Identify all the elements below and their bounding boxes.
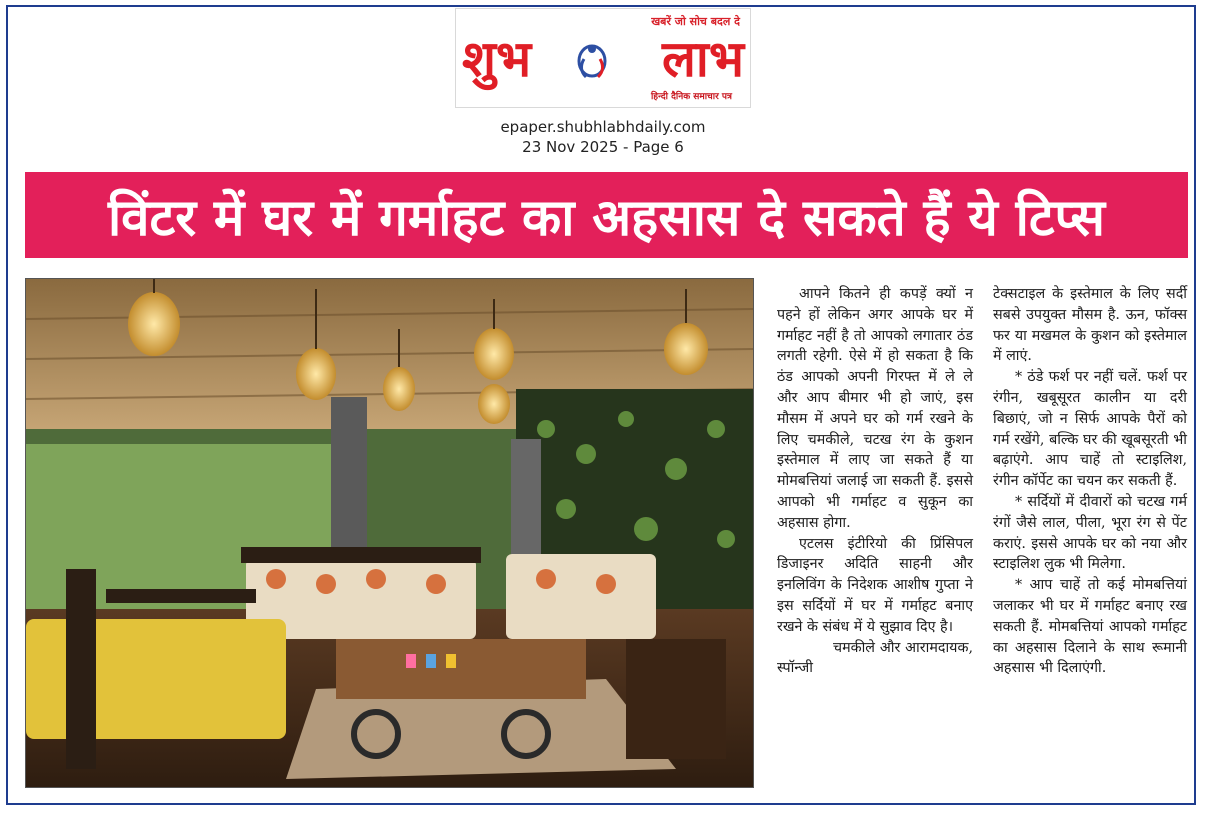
source-date: 23 Nov 2025 - Page 6 [522,138,684,156]
masthead-name-right: लाभ [662,30,744,88]
article-paragraph: एटलस इंटीरियो की प्रिंसिपल डिजाइनर अदिति साहनी और इनलिविंग के निदेशक आशीष गुप्ता ने इस सर्दियों में घर में गर्माहट बनाए रखने के संबंध में ये सुझाव दिए है। [777,535,973,635]
headline-band [25,172,1188,258]
article-paragraph: टेक्सटाइल के इस्तेमाल के लिए सर्दी सबसे उपयुक्त मौसम है. ऊन, फॉक्स फर या मखमल के कुशन को इस्तेमाल में लाएं. [993,286,1187,365]
article-column-2 [993,284,1187,679]
living-room-photo [25,278,754,788]
masthead-subtitle: हिन्दी दैनिक समाचार पत्र [650,92,732,102]
photo-illustration [26,279,753,787]
ganesha-icon [572,39,612,83]
article-paragraph: * ठंडे फर्श पर नहीं चलें. फर्श पर रंगीन, खबूसूरत कालीन या दरी बिछाएं, जो न सिर्फ आपके पैरों को गर्म रखेंगे, बल्कि घर की खूबसूरती भी बढ़ाएंगे. आप चाहें तो स्टाइलिश, रंगीन कॉर्पेट का चयन कर सकती हैं. [993,369,1187,490]
masthead-tagline: खबरें जो सोच बदल दे [651,15,740,28]
masthead-logo [455,8,751,108]
article-paragraph: चमकीले और आरामदायक, स्पॉन्जी [777,639,973,677]
source-url[interactable]: epaper.shubhlabhdaily.com [500,118,706,136]
article-column-1 [777,284,973,679]
article-paragraph: आपने कितने ही कपड़ें क्यों न पहने हों लेकिन अगर आपके घर में गर्माहट नहीं है तो आपको लगातार ठंड लगती रहेगी. ऐसे में हो सकता है कि ठंड आपको अपनी गिरफ्त में ले ले और आप बीमार भी हो जाएं, इस मौसम में अपने घर को गर्म रखने के लिए चमकीले, चटख रंग के कुशन इस्तेमाल में लाए जा सकते हैं या मोमबत्तियां जलाई जा सकती हैं. इससे आपको भी गर्माहट व सुकून का अहसास होगा. [777,286,973,531]
article-headline: विंटर में घर में गर्माहट का अहसास दे सकते हैं ये टिप्स [107,189,1106,248]
masthead-name-left: शुभ [462,30,532,88]
article-paragraph: * सर्दियों में दीवारों को चटख गर्म रंगों जैसे लाल, पीला, भूरा रंग से पेंट कराएं. इससे आपके घर को नया और स्टाइलिश लुक भी मिलेगा. [993,493,1187,573]
article-paragraph: * आप चाहें तो कई मोमबत्तियां जलाकर भी घर में गर्माहट बनाए रख सकती हैं. मोमबत्तियां आपको गर्माहट का अहसास दिलाने के साथ रूमानी अहसास भी दिलाएंगी. [993,577,1187,677]
